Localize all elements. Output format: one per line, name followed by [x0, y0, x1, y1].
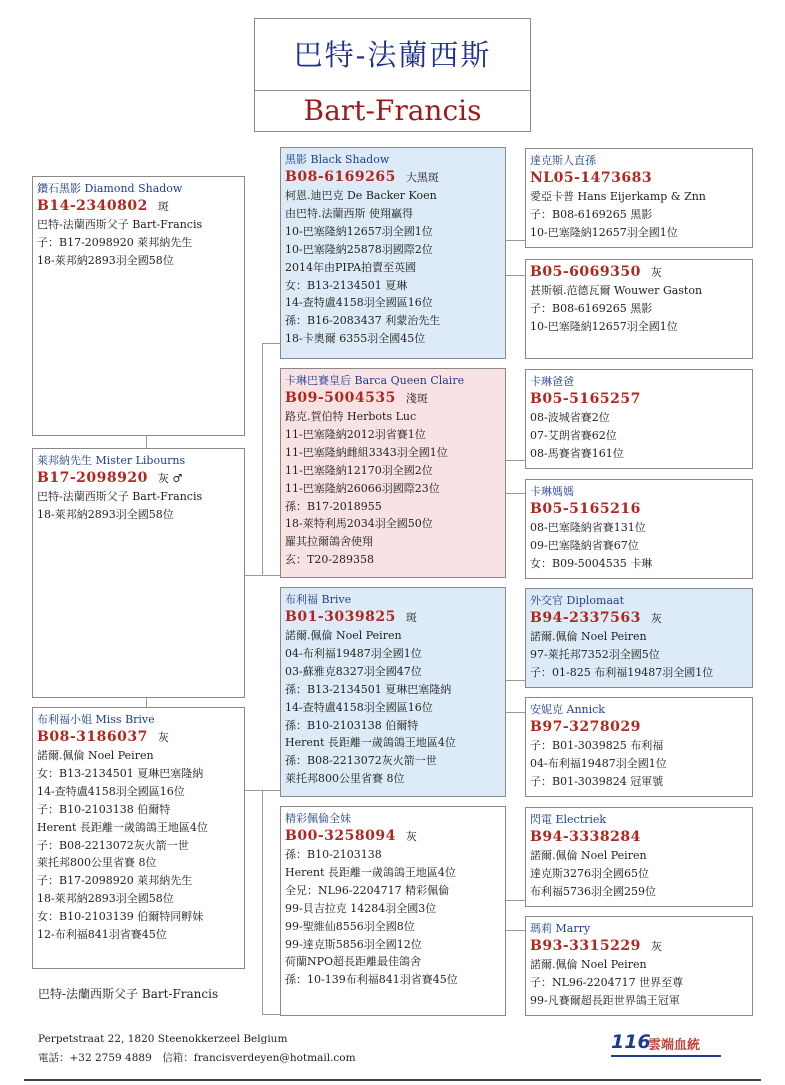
info-line: 甚斯頓.范德瓦爾 Wouwer Gaston	[530, 284, 703, 297]
info-line: 子：B08-2213072灰火箭一世	[37, 838, 189, 852]
info-line: 子：B17-2098920 萊邦納先生	[37, 874, 193, 888]
info-line: 全兄：NL96-2204717 精彩佩倫	[285, 883, 450, 897]
info-line: 子：01-825 布利福19487羽全國1位	[530, 665, 714, 679]
connector-to-sd	[262, 575, 281, 576]
card-dsd	[525, 697, 753, 797]
feather-color: 灰	[650, 266, 662, 279]
bird-name: 閃電 Electriek	[530, 813, 607, 826]
info-line: 11-巴塞隆納12170羽全國2位	[285, 463, 433, 477]
connector-dam-parents-vertical	[262, 790, 263, 1015]
info-line: 18-萊邦納2893羽全國58位	[37, 253, 174, 267]
info-line: Herent 長距離一歲鴿鴿王地區4位	[285, 865, 456, 879]
connector-main-sire	[146, 435, 147, 448]
feather-color: 灰	[650, 940, 662, 953]
info-line: 巴特-法蘭西斯父子 Bart-Francis	[37, 218, 203, 231]
info-line: 11-巴塞隆納2012羽省賽1位	[285, 427, 426, 441]
connector-sd-sds	[505, 460, 525, 461]
connector-dd-dds	[505, 900, 525, 901]
ring-number: B94-3338284	[530, 829, 641, 845]
ring-number: B05-5165257	[530, 391, 641, 407]
feather-color: 斑	[157, 200, 169, 213]
info-line: 99-達克斯5856羽全國12位	[285, 937, 422, 951]
ring-number: B94-2337563 灰	[530, 610, 662, 626]
info-line: 路克.賀伯特 Herbots Luc	[285, 410, 417, 423]
info-line: 10-巴塞隆納12657羽全國1位	[285, 224, 433, 238]
info-line: 10-巴塞隆納25878羽國際2位	[285, 242, 433, 256]
card-sss	[525, 148, 753, 248]
info-line: 萊托邦800公里省賽 8位	[285, 772, 405, 786]
info-line: 07-艾朗省賽62位	[530, 428, 617, 442]
feather-color: 大黑斑	[405, 171, 439, 184]
info-line: 諾爾.佩倫 Noel Peiren	[37, 749, 154, 762]
card-sds	[525, 369, 753, 469]
info-line: 萊托邦800公里省賽 8位	[37, 856, 157, 870]
info-line: 99-聖維仙8556羽全國8位	[285, 919, 415, 933]
info-line: 08-波城省賽2位	[530, 411, 610, 424]
card-dss	[525, 588, 753, 688]
info-line: 女：B13-2134501 夏琳巴塞隆納	[37, 766, 204, 780]
info-line: 08-巴塞隆納省賽131位	[530, 521, 646, 534]
info-line: 女：B10-2103139 伯爾特同孵妹	[37, 910, 204, 924]
info-line: 99-凡賽爾超長距世界鴿王冠軍	[530, 993, 680, 1007]
card-sire-dam	[280, 368, 506, 578]
ring-number: NL05-1473683	[530, 170, 653, 186]
bird-name: 鑽石黑影 Diamond Shadow	[37, 182, 183, 195]
info-line: 柯恩.迪巴克 De Backer Koen	[285, 189, 437, 202]
info-line: 99-貝吉拉克 14284羽全國3位	[285, 901, 437, 915]
info-line: 14-查特盧4158羽全國區16位	[285, 700, 433, 714]
card-main-bird	[32, 176, 245, 436]
info-line: 荷蘭NPO超長距離最佳鴿舍	[285, 955, 422, 969]
info-line: 18-萊邦納2893羽全國58位	[37, 892, 174, 906]
info-line: 14-查特盧4158羽全國區16位	[37, 784, 185, 798]
owner-name: 巴特-法蘭西斯父子 Bart-Francis	[38, 987, 219, 1001]
bird-name: 卡琳爸爸	[530, 375, 574, 388]
card-dam-dam	[280, 806, 506, 1016]
connector-dam-line	[244, 790, 281, 791]
bird-name: 萊邦納先生 Mister Libourns	[37, 454, 186, 467]
info-line: 女：B13-2134501 夏琳	[285, 278, 408, 292]
ring-number: B00-3258094 灰	[285, 828, 417, 844]
info-line: 12-布利福841羽省賽45位	[37, 928, 167, 942]
connector-ds-dsd	[505, 712, 525, 713]
card-sire-sire	[280, 147, 506, 359]
info-line: 子：B01-3039824 冠軍號	[530, 774, 664, 788]
info-line: 孫：B17-2018955	[285, 499, 382, 513]
title-chinese: 巴特-法蘭西斯	[293, 38, 492, 72]
info-line: 04-布利福19487羽全國1位	[530, 756, 667, 770]
info-line: 09-巴塞隆納省賽67位	[530, 538, 639, 552]
card-sdd	[525, 479, 753, 579]
logo-text: 雲端血統	[648, 1038, 701, 1053]
card-dds	[525, 807, 753, 907]
info-line: 孫：B10-2103138 伯爾特	[285, 718, 419, 732]
bird-name: 安妮克 Annick	[530, 703, 605, 716]
card-dam	[32, 707, 245, 969]
info-line: 10-巴塞隆納12657羽全國1位	[530, 319, 678, 333]
ring-number: B09-5004535 淺斑	[285, 390, 428, 406]
connector-sire-parents-vertical	[262, 343, 263, 576]
feather-color: 灰 ♂	[157, 472, 183, 485]
connector-sire-to-sire-line	[244, 575, 263, 576]
ring-number: B05-6069350 灰	[530, 264, 662, 280]
info-line: 女：B09-5004535 卡琳	[530, 556, 653, 570]
info-line: 孫：10-139布利福841羽省賽45位	[285, 973, 458, 987]
info-line: 14-查特盧4158羽全國區16位	[285, 296, 433, 310]
info-line: 18-萊特利馬2034羽全國50位	[285, 517, 433, 531]
info-line: 孫：B08-2213072灰火箭一世	[285, 754, 437, 768]
feather-color: 灰	[157, 731, 169, 744]
card-sire	[32, 448, 245, 698]
connector-dd-ddd	[505, 930, 525, 931]
info-line: 諾爾.佩倫 Noel Peiren	[530, 958, 647, 971]
connector-ds-dss	[505, 680, 525, 681]
pedigree-title-box	[254, 18, 531, 132]
info-line: 11-巴塞隆納雌組3343羽全國1位	[285, 445, 448, 459]
bird-name: 黑影 Black Shadow	[285, 153, 390, 166]
title-english: Bart-Francis	[303, 94, 482, 127]
feather-color: 淺斑	[405, 392, 428, 405]
info-line: 羅其拉爾鴿舍使翔	[285, 535, 373, 549]
connector-main-dam	[146, 697, 147, 707]
connector-ss-sss	[505, 240, 525, 241]
bird-name: 精彩佩倫全妹	[285, 812, 351, 825]
info-line: 愛亞卡普 Hans Eijerkamp & Znn	[530, 190, 706, 203]
info-line: 諾爾.佩倫 Noel Peiren	[530, 630, 647, 643]
connector-to-dd	[262, 1014, 281, 1015]
logo-underline	[611, 1055, 721, 1057]
card-ssd	[525, 259, 753, 359]
info-line: 由巴特.法蘭西斯 使翔贏得	[285, 206, 413, 220]
info-line: 巴特-法蘭西斯父子 Bart-Francis	[37, 490, 203, 503]
info-line: 2014年由PIPA拍賣至英國	[285, 260, 417, 274]
info-line: 18-萊邦納2893羽全國58位	[37, 507, 174, 521]
ring-number: B08-3186037 灰	[37, 729, 169, 745]
footer-contact: 電話：+32 2759 4889 信箱：francisverdeyen@hotmail.com	[38, 1052, 356, 1064]
ring-number: B05-5165216	[530, 501, 641, 517]
info-line: 孫：B10-2103138	[285, 848, 382, 861]
bird-name: 布利福 Brive	[285, 593, 352, 606]
info-line: 諾爾.佩倫 Noel Peiren	[530, 849, 647, 862]
bird-name: 卡琳巴賽皇后 Barca Queen Claire	[285, 374, 465, 387]
bird-name: 達克斯人直孫	[530, 154, 596, 167]
card-ddd	[525, 916, 753, 1016]
info-line: 玄：T20-289358	[285, 553, 375, 567]
ring-number: B14-2340802 斑	[37, 198, 169, 214]
ring-number: B01-3039825 斑	[285, 609, 417, 625]
info-line: 子：B10-2103138 伯爾特	[37, 802, 171, 816]
bird-name: 卡琳媽媽	[530, 485, 574, 498]
feather-color: 灰	[650, 612, 662, 625]
feather-color: 灰	[405, 830, 417, 843]
info-line: Herent 長距離一歲鴿鴿王地區4位	[285, 736, 456, 750]
footer-address: Perpetstraat 22, 1820 Steenokkerzeel Belgium	[38, 1033, 288, 1045]
info-line: 子：B17-2098920 萊邦納先生	[37, 235, 193, 249]
info-line: 08-馬賽省賽161位	[530, 446, 624, 460]
info-line: 孫：B16-2083437 利蒙治先生	[285, 314, 441, 328]
connector-sd-sdd	[505, 493, 525, 494]
info-line: 10-巴塞隆納12657羽全國1位	[530, 225, 678, 239]
info-line: 子：NL96-2204717 世界至尊	[530, 975, 684, 989]
info-line: 11-巴塞隆納26066羽國際23位	[285, 481, 440, 495]
info-line: 子：B01-3039825 布利福	[530, 739, 664, 752]
info-line: 18-卡奧爾 6355羽全國45位	[285, 332, 426, 346]
connector-ss-ssd	[505, 275, 525, 276]
ring-number: B17-2098920 灰 ♂	[37, 470, 183, 486]
bottom-divider	[24, 1079, 761, 1081]
bird-name: 瑪莉 Marry	[530, 922, 591, 935]
bird-name: 布利福小姐 Miss Brive	[37, 713, 155, 726]
info-line: 04-布利福19487羽全國1位	[285, 646, 422, 660]
info-line: 孫：B13-2134501 夏琳巴塞隆納	[285, 682, 452, 696]
ring-number: B93-3315229 灰	[530, 938, 662, 954]
info-line: 子：B08-6169265 黑影	[530, 207, 653, 221]
feather-color: 斑	[405, 611, 417, 624]
bird-name: 外交官 Diplomaat	[530, 594, 624, 607]
info-line: Herent 長距離一歲鴿鴿王地區4位	[37, 820, 208, 834]
brand-logo	[611, 1031, 721, 1057]
info-line: 97-萊托邦7352羽全國5位	[530, 647, 660, 661]
ring-number: B08-6169265 大黑斑	[285, 169, 439, 185]
connector-to-ss	[262, 343, 281, 344]
card-dam-sire	[280, 587, 506, 797]
info-line: 布利福5736羽全國259位	[530, 884, 656, 898]
info-line: 諾爾.佩倫 Noel Peiren	[285, 629, 402, 642]
ring-number: B97-3278029	[530, 719, 641, 735]
info-line: 子：B08-6169265 黑影	[530, 301, 653, 315]
info-line: 達克斯3276羽全國65位	[530, 866, 649, 880]
info-line: 03-蘇雅克8327羽全國47位	[285, 664, 422, 678]
logo-number: 116	[611, 1031, 651, 1053]
